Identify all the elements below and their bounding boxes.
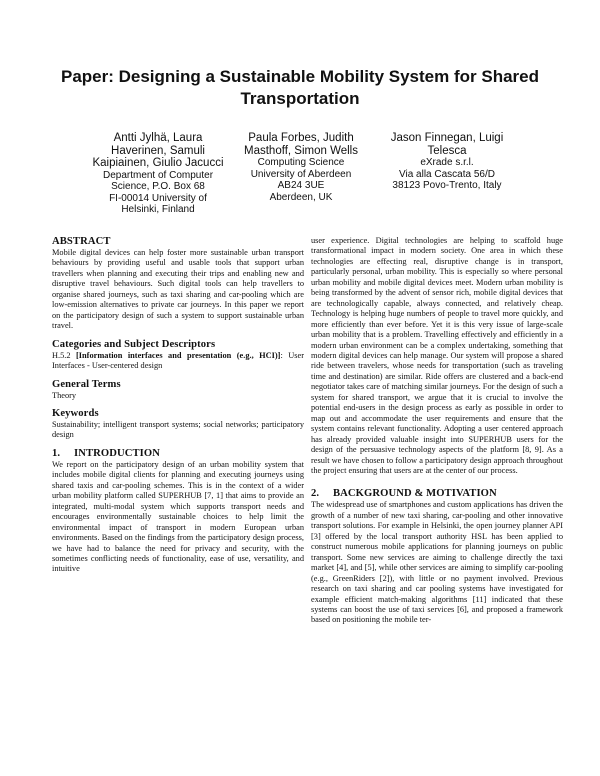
author-names: Jason Finnegan, Luigi Telesca bbox=[390, 132, 504, 157]
author-affiliation: eXrade s.r.l. Via alla Cascata 56/D 38123 Povo-Trento, Italy bbox=[392, 157, 502, 191]
introduction-text-right: user experience. Digital technologies are helping to scaffold huge transformational impact in modern society. One area in which these technologies are effecting real, disruptive change is in transport, particularly personal, urban mobility. This is especially so where personal urban mobility and mobile digital devices meet. Modern urban mobility is being transformed by the advent of sensor rich, mobile digital devices that are technologically capable, always connected, and relatively cheap. Technology is helping huge numbers of people to travel more quickly, and more efficiently than ever before. Yet it is this very issue of large-scale urban mobility that is a problem. Travelling effectively and efficiently in a modern urban environment can be a complex undertaking, something that modern digital devices can help manage. Our system will propose a shared ride between travelers, whose needs for transportation (such as traveling time and destination) are similar. Ride offers are clustered and a back-end negotiator takes care of matching similar journeys. For the design of such a system for shared transport, we argue that it is crucial to involve the potential end-users in the design process as early as possible in order to map out and accommodate the user requirements and ensure that the system contains relevant functionality. Adopting a user centered approach has already provided valuable insight into SUPERHUB users for the design of the persuasive technology aspects of the platform [8, 9]. As a result we have chosen to follow a participatory design approach throughout the project ensuring that users are at the center of our process. bbox=[311, 236, 563, 475]
author-names: Antti Jylhä, Laura Haverinen, Samuli Kaipiainen, Giulio Jacucci bbox=[92, 132, 224, 169]
background-heading bbox=[311, 488, 563, 500]
paper-title: Paper: Designing a Sustainable Mobility System for Shared Transportation bbox=[60, 67, 539, 108]
introduction-text-left: We report on the participatory design of an urban mobility system that includes mobile digital clients for planning and executing journeys using shared taxis and car-pooling schemes. This is in the context of a wider urban mobility platform called SUPERHUB [7, 1] that aims to provide an integrated, multi-modal system which supports transport needs and encourages environmentally sustainable choices to help limit the environmental impact of transport in modern European urban environments. Based on the findings from the participatory design process, we have had to balance the need for privacy and security, with the sometimes conflicting needs of functionality, ease of use, versatility, and intuitive bbox=[52, 459, 304, 574]
author-block-1 bbox=[90, 132, 226, 216]
abstract-heading: ABSTRACT bbox=[52, 236, 111, 247]
keywords-text: Sustainability; intelligent transport systems; social networks; participatory design bbox=[52, 419, 304, 440]
abstract-text: Mobile digital devices can help foster more sustainable urban transport behaviours by providing useful and usable tools that support urban travellers when planning and executing their trips and enabling new and disruptive travel behaviours. Such digital tools can help travellers to organise shared journeys, such as taxi sharing and car-pooling which are low-emission alternatives to private car journeys. In this paper we report on the participatory design of such a system to support sustainable urban travel. bbox=[52, 248, 304, 331]
left-column bbox=[52, 236, 304, 575]
author-affiliation: Computing Science University of Aberdeen AB24 3UE Aberdeen, UK bbox=[250, 157, 352, 203]
general-terms-heading: General Terms bbox=[52, 378, 121, 390]
background-text: The widespread use of smartphones and custom applications has driven the growth of a number of new taxi sharing, car-pooling and other innovative transport solutions. For example in Helsinki, the open journey planner API [3] offered by the local transport authority HSL has been applied to construct numerous mobile applications for planning journeys on public transport. Some new services are aiming to challenge directly the taxi market [4], and [5], while other services are aiming to simplify car-pooling (e.g., GreenRiders [2]), with little or no payment involved. Previous research on taxi sharing and car pooling systems have investigated for example efficient match-making algorithms [11] indicated that these systems can boost the use of taxi services [6], and proposed a framework based on positioning the mobile ter- bbox=[311, 500, 563, 625]
categories-text bbox=[52, 351, 304, 372]
section-title: INTRODUCTION bbox=[74, 447, 160, 459]
section-title: BACKGROUND & MOTIVATION bbox=[333, 488, 497, 500]
ccs-rest: : User Interfaces - User-centered design bbox=[52, 350, 304, 371]
categories-heading: Categories and Subject Descriptors bbox=[52, 338, 216, 350]
author-names: Paula Forbes, Judith Masthoff, Simon Wells bbox=[244, 132, 358, 157]
section-number: 1. bbox=[52, 447, 61, 459]
section-number: 2. bbox=[311, 488, 320, 500]
keywords-heading: Keywords bbox=[52, 407, 99, 419]
author-affiliation: Department of Computer Science, P.O. Box 68 FI-00014 University of Helsinki, Finland bbox=[102, 169, 214, 215]
general-terms-text: Theory bbox=[52, 390, 77, 400]
author-block-3 bbox=[382, 132, 512, 192]
right-column bbox=[311, 236, 563, 626]
ccs-code: H.5.2 bbox=[52, 350, 71, 360]
ccs-bold: [Information interfaces and presentation (e.g., HCI)] bbox=[76, 350, 281, 360]
introduction-heading bbox=[52, 448, 304, 460]
author-block-2 bbox=[238, 132, 364, 203]
